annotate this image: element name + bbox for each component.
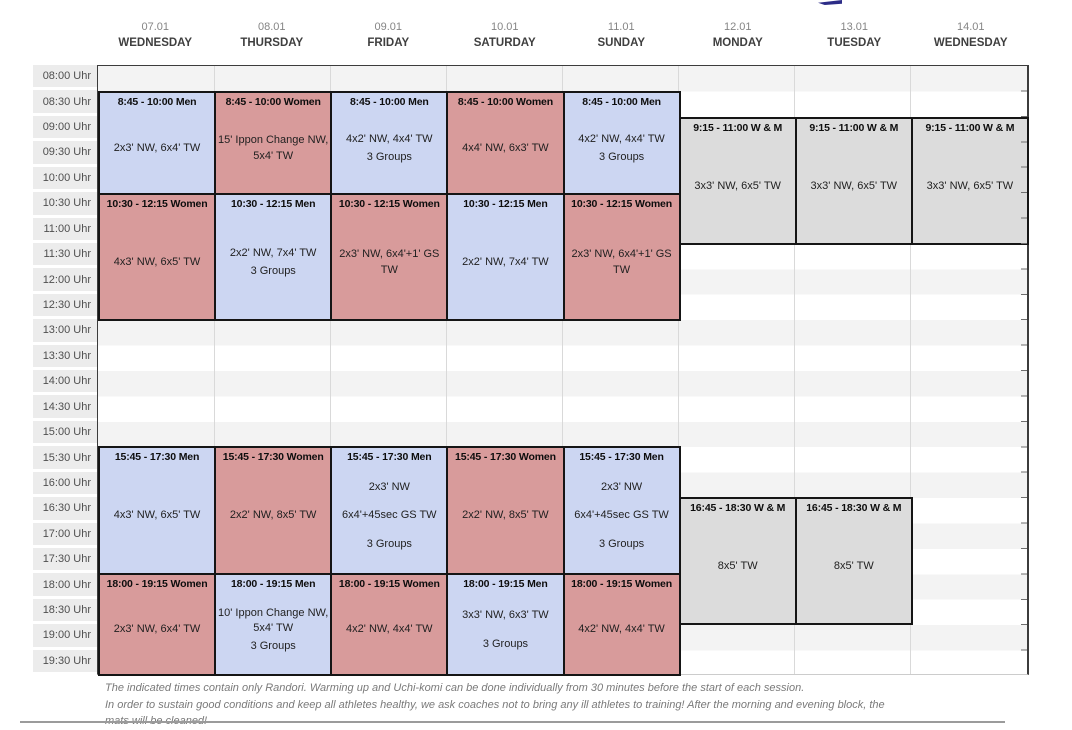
session-details [449, 211, 561, 314]
session-details [217, 110, 329, 188]
time-row [0, 218, 97, 243]
session-details [566, 465, 678, 568]
day-header [680, 21, 797, 49]
session-block [679, 497, 797, 626]
day-name: TUESDAY [827, 37, 882, 49]
session-title: 10:30 - 12:15 Men [230, 197, 316, 210]
session-detail-line: 3 Groups [366, 150, 412, 163]
session-title: 10:30 - 12:15 Women [571, 197, 672, 210]
session-detail-line: 3 Groups [482, 637, 529, 650]
time-row [0, 421, 97, 446]
session-block [446, 573, 564, 676]
session-detail-line: 4x2' NW, 4x4' TW [578, 133, 665, 146]
day-name: WEDNESDAY [118, 37, 193, 49]
time-row [0, 472, 97, 497]
session-title: 8:45 - 10:00 Women [457, 96, 554, 109]
session-details [566, 110, 678, 188]
session-block [330, 91, 448, 194]
session-block [563, 446, 681, 575]
time-row [0, 370, 97, 395]
day-header [447, 21, 564, 49]
session-title: 9:15 - 11:00 W & M [809, 121, 899, 134]
time-label: 18:00 Uhr [33, 573, 97, 595]
time-row [0, 90, 97, 115]
day-date: 09.01 [374, 21, 403, 33]
time-row [0, 294, 97, 319]
session-details [101, 110, 213, 188]
session-details [217, 465, 329, 568]
session-title: 10:30 - 12:15 Women [338, 197, 440, 210]
time-label: 19:30 Uhr [33, 650, 97, 672]
session-detail-line: 4x2' NW, 4x4' TW [346, 133, 433, 146]
session-block [98, 193, 216, 322]
time-row [0, 65, 97, 90]
session-title: 18:00 - 19:15 Men [230, 577, 316, 590]
session-block [679, 117, 797, 246]
session-detail-line: 3 Groups [250, 639, 296, 652]
session-detail-line: 10' Ippon Change NW, 5x4' TW [218, 607, 329, 635]
time-label: 18:30 Uhr [33, 599, 97, 621]
session-block [98, 573, 216, 676]
session-detail-line: 15' Ippon Change NW, 5x4' TW [218, 134, 329, 162]
session-details [449, 591, 561, 669]
day-name: SATURDAY [473, 37, 536, 49]
session-details [449, 110, 561, 188]
session-detail-line: 2x2' NW, 7x4' TW [229, 247, 317, 260]
session-block [330, 573, 448, 676]
time-label: 15:30 Uhr [33, 446, 97, 468]
day-header [214, 21, 331, 49]
session-detail-line: 3 Groups [366, 537, 412, 550]
time-label: 09:30 Uhr [33, 141, 97, 163]
session-block [214, 91, 332, 194]
session-detail-line: 2x3' NW, 6x4' TW [113, 142, 201, 155]
session-block [214, 193, 332, 322]
day-date: 11.01 [607, 21, 635, 33]
session-title: 10:30 - 12:15 Women [106, 197, 208, 210]
session-detail-line: 4x4' NW, 6x3' TW [462, 142, 549, 155]
time-label: 08:00 Uhr [33, 65, 97, 87]
time-row [0, 268, 97, 293]
session-details [333, 465, 445, 568]
day-name: SUNDAY [597, 37, 645, 49]
time-label: 13:00 Uhr [33, 319, 97, 341]
day-date: 10.01 [490, 21, 519, 33]
time-row [0, 573, 97, 598]
session-title: 8:45 - 10:00 Women [225, 96, 321, 109]
session-title: 18:00 - 19:15 Women [106, 577, 208, 590]
session-title: 15:45 - 17:30 Men [114, 451, 200, 463]
footer-note-line: The indicated times contain only Randori. Warming up and Uchi-komi can be done individually from 30 minutes before the start of each session. [105, 682, 805, 694]
session-detail-line: 4x2' NW, 4x4' TW [578, 623, 665, 636]
time-row [0, 116, 97, 141]
session-detail-line: 3 Groups [250, 264, 296, 277]
day-header [796, 21, 913, 49]
session-details [682, 135, 794, 238]
session-block [98, 91, 216, 194]
time-label: 13:30 Uhr [33, 345, 97, 367]
day-date: 13.01 [840, 21, 869, 33]
day-date: 14.01 [956, 21, 985, 33]
time-row [0, 446, 97, 471]
time-row [0, 319, 97, 344]
logo-fragment-icon [818, 0, 842, 5]
time-label: 14:00 Uhr [33, 370, 97, 392]
session-detail-line: 2x3' NW [600, 481, 643, 494]
session-detail-line: 2x2' NW, 8x5' TW [229, 509, 317, 522]
session-detail-line: 8x5' TW [833, 560, 874, 573]
session-block [563, 91, 681, 194]
session-detail-line: 3 Groups [598, 150, 645, 163]
session-details [333, 211, 445, 314]
day-name: THURSDAY [240, 37, 304, 49]
session-block [330, 446, 448, 575]
time-label: 19:00 Uhr [33, 624, 97, 646]
session-details [101, 211, 213, 314]
session-details [566, 591, 678, 669]
session-block [330, 193, 448, 322]
time-row [0, 548, 97, 573]
session-title: 18:00 - 19:15 Women [571, 577, 672, 590]
day-header [563, 21, 680, 49]
session-block [446, 446, 564, 575]
session-details [798, 515, 910, 618]
day-header [330, 21, 447, 49]
session-block [214, 573, 332, 676]
time-row [0, 192, 97, 217]
schedule-grid [97, 65, 1029, 675]
time-label: 08:30 Uhr [33, 90, 97, 112]
session-block [795, 497, 913, 626]
session-block [795, 117, 913, 246]
time-label: 12:00 Uhr [33, 268, 97, 290]
time-row [0, 650, 97, 675]
session-title: 15:45 - 17:30 Men [347, 451, 432, 463]
session-detail-line: 4x3' NW, 6x5' TW [113, 256, 201, 269]
session-title: 18:00 - 19:15 Men [463, 577, 548, 590]
time-label: 09:00 Uhr [33, 116, 97, 138]
grid-right-ticks [1021, 66, 1027, 674]
session-detail-line: 3x3' NW, 6x5' TW [810, 180, 898, 193]
day-date: 07.01 [141, 21, 170, 33]
session-block [563, 573, 681, 676]
session-detail-line: 2x2' NW, 7x4' TW [462, 256, 549, 269]
session-details [333, 591, 445, 669]
time-row [0, 599, 97, 624]
footer-note-line: In order to sustain good conditions and keep all athletes healthy, we ask coaches not to bring any ill athletes to training! After the morning and evening block, the [105, 698, 885, 711]
session-detail-line: 2x2' NW, 8x5' TW [462, 509, 549, 522]
day-name: MONDAY [712, 37, 763, 49]
session-details [101, 465, 213, 568]
session-title: 9:15 - 11:00 W & M [925, 121, 1015, 134]
time-label: 17:30 Uhr [33, 548, 97, 570]
session-details [217, 211, 329, 314]
session-details [682, 515, 794, 618]
session-detail-line: 4x2' NW, 4x4' TW [346, 623, 433, 636]
day-headers [97, 21, 1029, 49]
session-detail-line: 2x3' NW, 6x4'+1' GS TW [339, 248, 440, 276]
session-detail-line: 3 Groups [598, 537, 645, 550]
session-title: 16:45 - 18:30 W & M [806, 501, 902, 514]
day-date: 12.01 [723, 21, 752, 33]
session-details [333, 110, 445, 188]
time-row [0, 624, 97, 649]
session-title: 15:45 - 17:30 Men [579, 451, 664, 463]
time-label: 12:30 Uhr [33, 294, 97, 316]
time-label: 10:30 Uhr [33, 192, 97, 214]
session-details [914, 135, 1026, 238]
session-details [449, 465, 561, 568]
day-name: FRIDAY [367, 37, 410, 49]
session-detail-line: 6x4'+45sec GS TW [342, 509, 437, 522]
time-row [0, 395, 97, 420]
time-row [0, 141, 97, 166]
time-row [0, 243, 97, 268]
session-title: 8:45 - 10:00 Men [582, 96, 661, 109]
time-row [0, 497, 97, 522]
session-details [101, 591, 213, 669]
time-column [0, 65, 97, 675]
session-title: 16:45 - 18:30 W & M [690, 501, 786, 514]
session-block [98, 446, 216, 575]
session-block [446, 193, 564, 322]
time-label: 16:00 Uhr [33, 472, 97, 494]
session-detail-line: 2x3' NW, 6x4' TW [113, 623, 201, 636]
time-label: 11:00 Uhr [33, 218, 97, 240]
session-title: 8:45 - 10:00 Men [349, 96, 429, 109]
session-title: 9:15 - 11:00 W & M [693, 121, 783, 134]
time-label: 10:00 Uhr [33, 167, 97, 189]
session-block [214, 446, 332, 575]
session-title: 18:00 - 19:15 Women [338, 577, 440, 590]
session-block [563, 193, 681, 322]
session-title: 15:45 - 17:30 Women [222, 451, 324, 463]
bottom-divider [20, 721, 1005, 723]
day-header [913, 21, 1030, 49]
day-header [97, 21, 214, 49]
time-row [0, 345, 97, 370]
session-detail-line: 2x3' NW [368, 481, 410, 494]
session-block [911, 117, 1029, 246]
time-label: 11:30 Uhr [33, 243, 97, 265]
session-block [446, 91, 564, 194]
session-title: 8:45 - 10:00 Men [117, 96, 197, 109]
time-row [0, 523, 97, 548]
time-label: 15:00 Uhr [33, 421, 97, 443]
time-label: 14:30 Uhr [33, 395, 97, 417]
day-date: 08.01 [257, 21, 286, 33]
session-detail-line: 2x3' NW, 6x4'+1' GS TW [571, 248, 672, 276]
session-detail-line: 8x5' TW [717, 560, 758, 573]
session-detail-line: 3x3' NW, 6x5' TW [926, 180, 1014, 193]
time-label: 17:00 Uhr [33, 523, 97, 545]
session-details [798, 135, 910, 238]
session-detail-line: 4x3' NW, 6x5' TW [113, 509, 201, 522]
session-detail-line: 3x3' NW, 6x5' TW [694, 180, 781, 193]
session-details [566, 211, 678, 314]
time-label: 16:30 Uhr [33, 497, 97, 519]
time-row [0, 167, 97, 192]
session-detail-line: 6x4'+45sec GS TW [574, 509, 669, 522]
session-details [217, 591, 329, 669]
session-title: 15:45 - 17:30 Women [455, 451, 556, 463]
session-title: 10:30 - 12:15 Men [463, 197, 548, 210]
day-name: WEDNESDAY [933, 37, 1008, 49]
session-detail-line: 3x3' NW, 6x3' TW [462, 609, 549, 622]
